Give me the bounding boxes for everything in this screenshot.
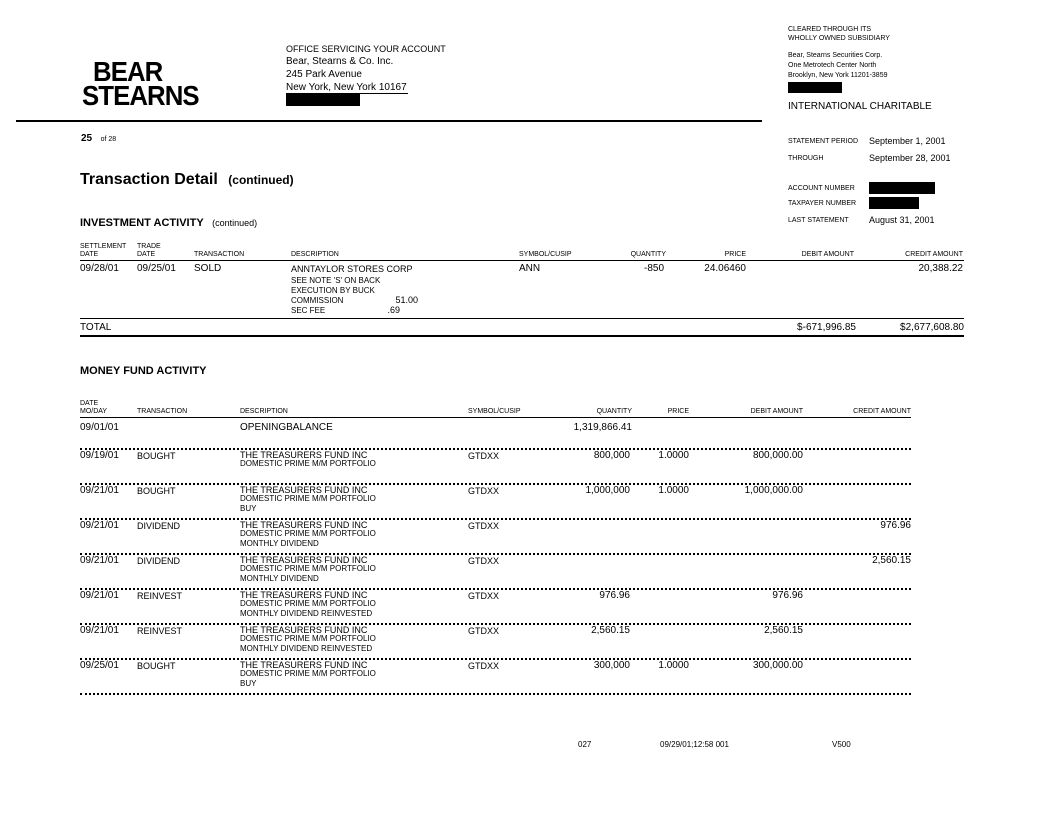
total-top-rule <box>80 318 964 319</box>
cell-price: 1.0000 <box>658 660 689 671</box>
cell-transaction: REINVEST <box>137 591 183 601</box>
office-heading: OFFICE SERVICING YOUR ACCOUNT <box>286 44 446 54</box>
mf-col-transaction: TRANSACTION <box>137 408 188 415</box>
col-description: DESCRIPTION <box>291 251 339 258</box>
cell-transaction: DIVIDEND <box>137 521 181 531</box>
mf-col-symbol: SYMBOL/CUSIP <box>468 408 521 415</box>
cell-debit: 976.96 <box>772 590 803 601</box>
cell-settle-date: 09/28/01 <box>80 263 119 274</box>
cell-desc-1: THE TREASURERS FUND INC <box>240 555 368 565</box>
account-name: INTERNATIONAL CHARITABLE <box>788 101 932 112</box>
cell-desc-3: MONTHLY DIVIDEND <box>240 574 319 583</box>
col-quantity: QUANTITY <box>630 251 666 258</box>
row-separator <box>80 693 911 695</box>
total-bottom-rule <box>80 335 964 337</box>
cell-desc-1: ANNTAYLOR STORES CORP <box>291 264 413 274</box>
cell-date: 09/21/01 <box>80 590 119 601</box>
mf-col-price: PRICE <box>667 408 689 415</box>
bear-stearns-logo <box>82 56 199 111</box>
header-text: DATE <box>80 400 99 407</box>
title-main: Transaction Detail <box>80 171 218 188</box>
cell-price: 24.06460 <box>704 263 746 274</box>
page-indicator <box>81 128 116 146</box>
clearing-line-2: WHOLLY OWNED SUBSIDIARY <box>788 35 890 42</box>
total-debit: $-671,996.85 <box>797 322 856 333</box>
header-text: TRADE <box>137 243 161 250</box>
cell-credit: 976.96 <box>880 520 911 531</box>
opening-description: OPENINGBALANCE <box>240 422 333 433</box>
page-title <box>80 171 294 189</box>
mf-col-quantity: QUANTITY <box>596 408 632 415</box>
total-label: TOTAL <box>80 322 112 333</box>
cell-desc-2: DOMESTIC PRIME M/M PORTFOLIO <box>240 529 376 538</box>
cell-desc-3: BUY <box>240 504 257 513</box>
header-text: DATE <box>80 251 99 258</box>
cell-desc-1: THE TREASURERS FUND INC <box>240 520 368 530</box>
col-symbol: SYMBOL/CUSIP <box>519 251 572 258</box>
cell-transaction: BOUGHT <box>137 486 176 496</box>
cell-credit: 20,388.22 <box>918 263 963 274</box>
redacted-account-number <box>869 182 935 194</box>
col-price: PRICE <box>724 251 746 258</box>
commission-value: 51.00 <box>395 295 418 305</box>
clearing-street: One Metrotech Center North <box>788 62 877 69</box>
header-rule <box>16 120 762 122</box>
cell-desc-3: MONTHLY DIVIDEND REINVESTED <box>240 644 373 653</box>
office-street: 245 Park Avenue <box>286 69 362 80</box>
statement-period-value: September 1, 2001 <box>869 136 946 146</box>
footer-timestamp: 09/29/01;12:58 001 <box>660 740 729 749</box>
investment-heading-sub: (continued) <box>212 218 258 228</box>
cell-desc-2: DOMESTIC PRIME M/M PORTFOLIO <box>240 494 376 503</box>
cell-desc-2: DOMESTIC PRIME M/M PORTFOLIO <box>240 634 376 643</box>
row-separator <box>80 518 911 520</box>
cell-transaction: SOLD <box>194 263 222 274</box>
header-text: DATE <box>137 251 156 258</box>
cell-desc-1: THE TREASURERS FUND INC <box>240 660 368 670</box>
col-settlement-date <box>80 243 126 259</box>
logo-line-1: BEAR <box>93 56 163 87</box>
header-text: SETTLEMENT <box>80 243 127 250</box>
mf-col-credit: CREDIT AMOUNT <box>853 408 911 415</box>
cell-quantity: 800,000 <box>593 450 630 461</box>
header-text: MO/DAY <box>80 408 108 415</box>
cell-symbol: GTDXX <box>468 521 500 531</box>
opening-date: 09/01/01 <box>80 422 119 433</box>
mf-col-debit: DEBIT AMOUNT <box>750 408 803 415</box>
cell-symbol: GTDXX <box>468 626 500 636</box>
cell-desc-3: BUY <box>240 679 257 688</box>
cell-price: 1.0000 <box>658 485 689 496</box>
cell-symbol: GTDXX <box>468 591 500 601</box>
cell-desc-3: EXECUTION BY BUCK <box>291 286 375 295</box>
office-name: Bear, Stearns & Co. Inc. <box>286 56 394 67</box>
cell-desc-1: THE TREASURERS FUND INC <box>240 450 368 460</box>
cell-quantity: 976.96 <box>599 590 630 601</box>
cell-transaction: DIVIDEND <box>137 556 181 566</box>
title-sub: (continued) <box>228 173 294 187</box>
last-statement-value: August 31, 2001 <box>869 215 935 225</box>
sec-fee-label: SEC FEE <box>291 306 326 315</box>
cell-desc-2: DOMESTIC PRIME M/M PORTFOLIO <box>240 669 376 678</box>
cell-symbol: GTDXX <box>468 451 500 461</box>
logo-line-2: STEARNS <box>82 80 199 111</box>
cell-symbol: GTDXX <box>468 556 500 566</box>
taxpayer-number-label: TAXPAYER NUMBER <box>788 200 857 207</box>
statement-period-label: STATEMENT PERIOD <box>788 138 859 145</box>
through-value: September 28, 2001 <box>869 153 951 163</box>
cell-desc-2: DOMESTIC PRIME M/M PORTFOLIO <box>240 459 376 468</box>
cell-quantity: -850 <box>643 263 664 274</box>
total-credit: $2,677,608.80 <box>900 322 964 333</box>
mf-col-description: DESCRIPTION <box>240 408 288 415</box>
money-fund-heading: MONEY FUND ACTIVITY <box>80 365 207 377</box>
cell-transaction: BOUGHT <box>137 661 176 671</box>
cell-credit: 2,560.15 <box>872 555 911 566</box>
cell-quantity: 2,560.15 <box>591 625 630 636</box>
cell-transaction: BOUGHT <box>137 451 176 461</box>
cell-desc-2: DOMESTIC PRIME M/M PORTFOLIO <box>240 599 376 608</box>
col-debit: DEBIT AMOUNT <box>801 251 854 258</box>
col-credit: CREDIT AMOUNT <box>905 251 963 258</box>
mf-col-date <box>80 400 107 416</box>
cell-date: 09/19/01 <box>80 450 119 461</box>
clearing-name: Bear, Stearns Securities Corp. <box>788 52 883 59</box>
cell-debit: 300,000.00 <box>752 660 803 671</box>
cell-desc-1: THE TREASURERS FUND INC <box>240 485 368 495</box>
investment-heading-text: INVESTMENT ACTIVITY <box>80 217 204 229</box>
row-separator <box>80 553 911 555</box>
opening-quantity: 1,319,866.41 <box>573 422 632 433</box>
clearing-city: Brooklyn, New York 11201-3859 <box>788 72 888 79</box>
cell-symbol: ANN <box>519 263 541 274</box>
col-transaction: TRANSACTION <box>194 251 245 258</box>
cell-quantity: 1,000,000 <box>585 485 630 496</box>
cell-date: 09/21/01 <box>80 625 119 636</box>
cell-desc-1: THE TREASURERS FUND INC <box>240 590 368 600</box>
through-label: THROUGH <box>788 155 824 162</box>
cell-desc-2: DOMESTIC PRIME M/M PORTFOLIO <box>240 564 376 573</box>
footer-code: 027 <box>578 740 592 749</box>
account-number-label: ACCOUNT NUMBER <box>788 185 855 192</box>
page-of: of 28 <box>100 136 117 143</box>
header-underline <box>80 260 964 261</box>
cell-desc-1: THE TREASURERS FUND INC <box>240 625 368 635</box>
page-number: 25 <box>81 133 93 144</box>
sec-fee-value: .69 <box>387 305 400 315</box>
cell-date: 09/21/01 <box>80 485 119 496</box>
cell-price: 1.0000 <box>658 450 689 461</box>
office-city: New York, New York 10167 <box>286 82 407 93</box>
cell-transaction: REINVEST <box>137 626 183 636</box>
mf-header-underline <box>80 417 911 418</box>
cell-symbol: GTDXX <box>468 486 500 496</box>
redacted-box <box>286 94 360 106</box>
cell-debit: 1,000,000.00 <box>744 485 803 496</box>
cell-trade-date: 09/25/01 <box>137 263 176 274</box>
cell-date: 09/21/01 <box>80 555 119 566</box>
col-trade-date <box>137 243 161 259</box>
last-statement-label: LAST STATEMENT <box>788 217 849 224</box>
cell-date: 09/21/01 <box>80 520 119 531</box>
cell-debit: 2,560.15 <box>764 625 803 636</box>
clearing-line-1: CLEARED THROUGH ITS <box>788 26 872 33</box>
redacted-box <box>788 82 842 93</box>
cell-desc-2: SEE NOTE 'S' ON BACK <box>291 276 381 285</box>
cell-desc-3: MONTHLY DIVIDEND <box>240 539 319 548</box>
cell-date: 09/25/01 <box>80 660 119 671</box>
redacted-taxpayer-number <box>869 197 919 209</box>
cell-symbol: GTDXX <box>468 661 500 671</box>
cell-quantity: 300,000 <box>593 660 630 671</box>
commission-label: COMMISSION <box>291 296 344 305</box>
cell-debit: 800,000.00 <box>752 450 803 461</box>
cell-desc-3: MONTHLY DIVIDEND REINVESTED <box>240 609 373 618</box>
footer-version: V500 <box>832 740 851 749</box>
investment-heading <box>80 213 257 231</box>
